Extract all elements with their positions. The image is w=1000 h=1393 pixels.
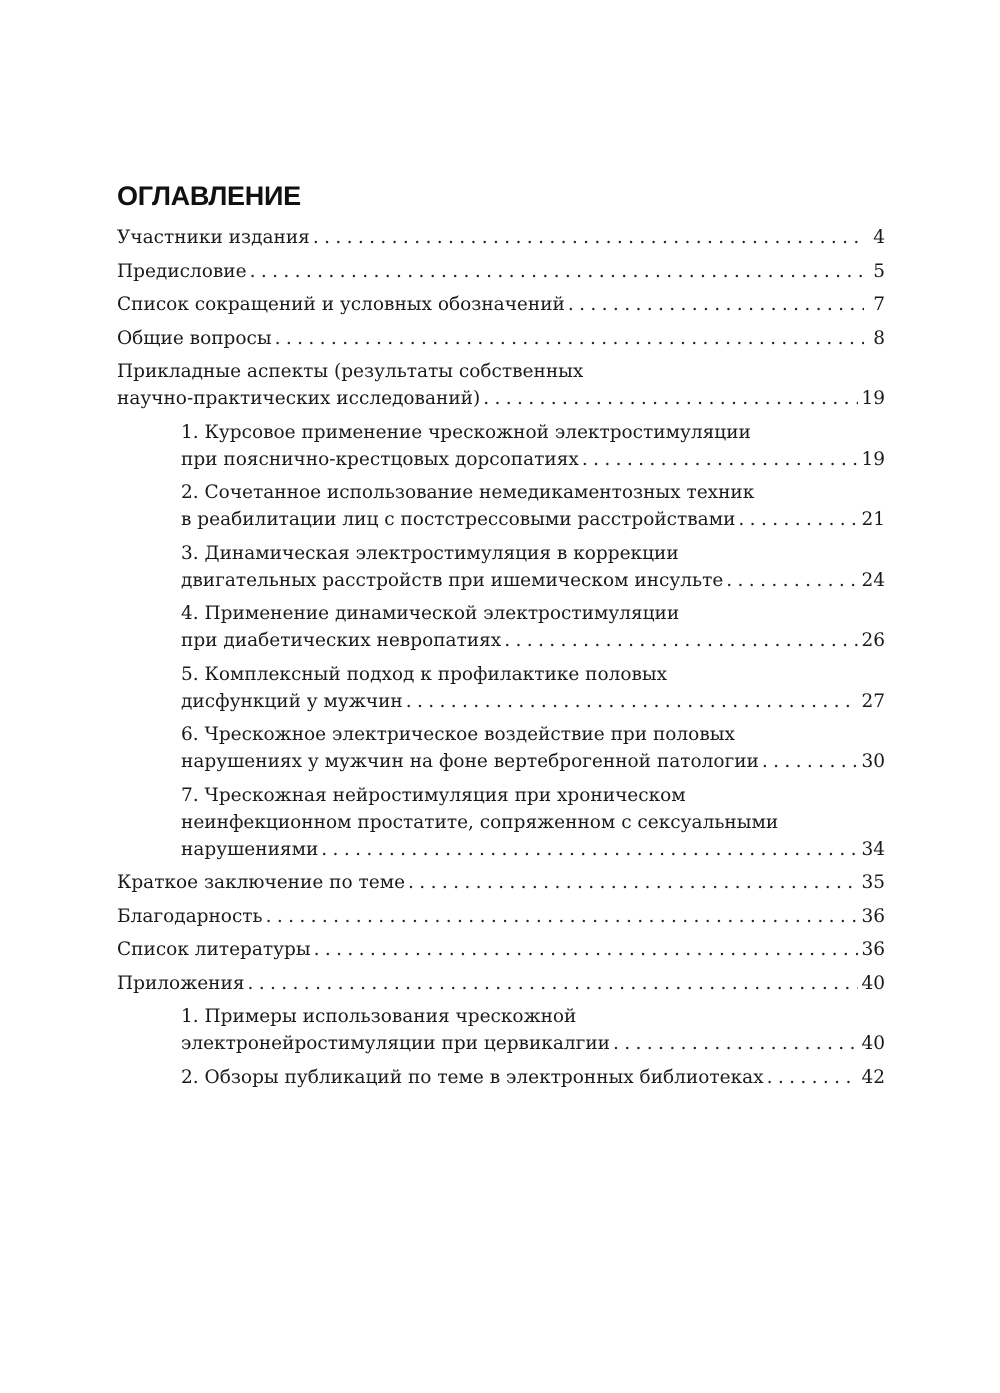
toc-page xyxy=(117,178,885,1097)
toc-entry xyxy=(117,325,885,352)
toc-line xyxy=(181,688,885,715)
toc-page-number: 26 xyxy=(861,630,885,651)
toc-subentry xyxy=(117,661,885,715)
toc-line xyxy=(181,748,885,775)
page-title: ОГЛАВЛЕНИЕ xyxy=(117,181,301,211)
toc-subentry xyxy=(117,721,885,775)
toc-entry xyxy=(117,358,885,412)
toc-entry-title: нарушениями xyxy=(181,838,319,860)
toc-subentry xyxy=(117,600,885,654)
toc-entry-title-line: 3. Динамическая электростимуляция в коррекции xyxy=(181,542,679,564)
toc-line xyxy=(117,385,885,412)
dot-leader xyxy=(321,836,858,863)
toc-line xyxy=(117,903,885,930)
toc-subentry xyxy=(117,419,885,473)
toc-entry-title: Участники издания xyxy=(117,227,310,248)
dot-leader xyxy=(613,1030,858,1057)
dot-leader xyxy=(313,224,864,251)
toc-entry-title-line: 5. Комплексный подход к профилактике половых xyxy=(181,663,668,685)
toc-subentry xyxy=(117,1003,885,1057)
toc-page-number: 24 xyxy=(861,569,885,591)
toc-subentry xyxy=(117,479,885,533)
toc-entry-title: дисфункций у мужчин xyxy=(181,690,403,712)
toc-page-number: 40 xyxy=(861,972,885,994)
dot-leader xyxy=(726,567,858,594)
toc-subentry xyxy=(117,782,885,863)
toc-line xyxy=(181,506,885,533)
toc-line xyxy=(117,258,885,285)
toc-line xyxy=(181,1064,885,1091)
toc-entry-title: в реабилитации лиц с постстрессовыми расстройствами xyxy=(181,509,736,530)
toc-entry-title: Краткое заключение по теме xyxy=(117,872,406,893)
dot-leader xyxy=(250,258,864,285)
toc-line xyxy=(117,936,885,963)
dot-leader xyxy=(314,936,859,963)
toc-entry-title: электронейростимуляции при цервикалгии xyxy=(181,1033,611,1054)
toc-entry xyxy=(117,224,885,251)
dot-leader xyxy=(406,688,859,715)
toc-line xyxy=(181,567,885,594)
toc-page-number: 19 xyxy=(861,388,885,409)
toc-entry-title: нарушениях у мужчин на фоне вертеброгенной патологии xyxy=(181,751,759,772)
toc-page-number: 42 xyxy=(861,1066,885,1088)
toc-page-number: 19 xyxy=(861,448,885,470)
toc-page-number: 7 xyxy=(873,294,885,315)
toc-line xyxy=(117,291,885,318)
toc-subentry xyxy=(117,1064,885,1091)
toc-line xyxy=(181,446,885,473)
dot-leader xyxy=(767,1064,859,1091)
toc-entry-title: Предисловие xyxy=(117,260,247,282)
dot-leader xyxy=(738,506,858,533)
toc-line xyxy=(117,224,885,251)
toc-entry-title: Благодарность xyxy=(117,905,263,927)
toc-page-number: 8 xyxy=(873,327,885,349)
toc-entry-title-line: неинфекционном простатите, сопряженном с сексуальными xyxy=(181,811,779,833)
toc-entry xyxy=(117,970,885,997)
toc-entry xyxy=(117,291,885,318)
toc-entry xyxy=(117,258,885,285)
toc-entry-title-line: 6. Чрескожное электрическое воздействие при половых xyxy=(181,724,735,745)
toc-line xyxy=(117,869,885,896)
toc-entry-title-line: 2. Сочетанное использование немедикаментозных техник xyxy=(181,482,755,503)
toc-line xyxy=(181,627,885,654)
toc-entry-title: 2. Обзоры публикаций по теме в электронных библиотеках xyxy=(181,1066,764,1088)
toc-entry-title: двигательных расстройств при ишемическом инсульте xyxy=(181,569,724,591)
dot-leader xyxy=(408,869,858,896)
toc-line xyxy=(181,1030,885,1057)
toc-page-number: 5 xyxy=(873,260,885,282)
toc-entry-title-line: 4. Применение динамической электростимуляции xyxy=(181,603,680,624)
toc-entry-title-line: 1. Курсовое применение чрескожной электростимуляции xyxy=(181,421,751,443)
toc-entry-title: Общие вопросы xyxy=(117,327,272,349)
toc-entry-title: при диабетических невропатиях xyxy=(181,630,502,651)
toc-page-number: 21 xyxy=(861,509,885,530)
dot-leader xyxy=(568,291,864,318)
toc-page-number: 27 xyxy=(861,690,885,712)
toc-line xyxy=(181,836,885,863)
toc-page-number: 30 xyxy=(861,751,885,772)
toc-page-number: 36 xyxy=(861,905,885,927)
toc-line xyxy=(117,325,885,352)
toc-entry-title-line: 7. Чрескожная нейростимуляция при хроническом xyxy=(181,784,686,806)
toc-entry-title: при пояснично-крестцовых дорсопатиях xyxy=(181,448,579,470)
toc-entry-title-line: 1. Примеры использования чрескожной xyxy=(181,1006,577,1027)
toc-page-number: 36 xyxy=(861,939,885,960)
dot-leader xyxy=(248,970,859,997)
dot-leader xyxy=(266,903,859,930)
dot-leader xyxy=(762,748,859,775)
toc-entry-title: Список сокращений и условных обозначений xyxy=(117,294,565,315)
toc-list xyxy=(117,224,885,1091)
dot-leader xyxy=(483,385,858,412)
toc-entry-title: Приложения xyxy=(117,972,245,994)
dot-leader xyxy=(504,627,858,654)
toc-page-number: 4 xyxy=(873,227,885,248)
toc-entry-title: Список литературы xyxy=(117,939,311,960)
toc-line xyxy=(117,970,885,997)
dot-leader xyxy=(275,325,864,352)
toc-entry xyxy=(117,903,885,930)
toc-entry xyxy=(117,936,885,963)
toc-entry xyxy=(117,869,885,896)
toc-page-number: 35 xyxy=(861,872,885,893)
toc-page-number: 34 xyxy=(861,838,885,860)
toc-entry-title-line: Прикладные аспекты (результаты собственных xyxy=(117,361,584,382)
toc-entry-title: научно-практических исследований) xyxy=(117,388,481,409)
toc-subentry xyxy=(117,540,885,594)
toc-page-number: 40 xyxy=(861,1033,885,1054)
dot-leader xyxy=(582,446,859,473)
